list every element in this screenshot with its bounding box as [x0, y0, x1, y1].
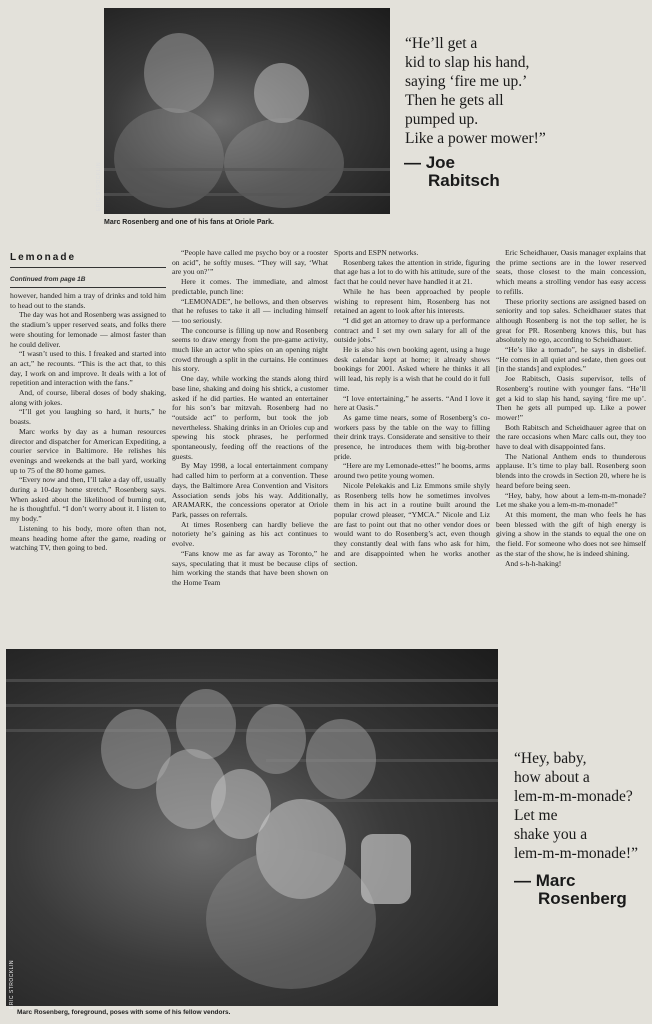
article-paragraph: Both Rabitsch and Scheidhauer agree that on the rare occasions when Marc calls out, they too have to deal with disappointed fans. [496, 422, 646, 452]
top-quote-attribution [404, 154, 500, 190]
bottom-photo-credit: ERIC STROCKLIN [9, 960, 15, 1009]
article-paragraph: however, handed him a tray of drinks and told him to head out to the stands. [10, 291, 166, 310]
quote-line: Then he gets all [405, 92, 504, 109]
continued-rule [10, 287, 166, 288]
continued-from: Continued from page 1B [10, 276, 86, 283]
section-title: Lemonade [10, 252, 77, 263]
article-paragraph: By May 1998, a local entertainment company had called him to perform at a convention. These days, the Baltimore Area Convention and Visitors Association sends jobs his way. Additionally, ARAMARK, the concessions operator at Oriole Park, passes on referrals. [172, 461, 328, 519]
quote-line: Let me [514, 807, 558, 824]
attribution-line: Rabitsch [428, 171, 500, 190]
quote-line: lem-m-m-monade!” [514, 845, 638, 862]
quote-line: saying ‘fire me up.’ [405, 73, 528, 90]
article-column-4 [496, 248, 646, 568]
article-paragraph: As game time nears, some of Rosenberg’s co-workers pass by the table on the way to filling their drink trays. Considerate and sensitive to their presence, he introduces them with big-brother pride. [334, 412, 490, 461]
article-paragraph: “I wasn’t used to this. I freaked and started into an act,” he recounts. “This is the act that, to this day, I work on and improve. It deals with a lot of repetition and interaction with the fans.” [10, 349, 166, 388]
article-paragraph: The concourse is filling up now and Rosenberg seems to draw energy from the pre-game activity, much like an actor who spies on an opening night crowd through a split in the curtains. He continues his story. [172, 325, 328, 374]
article-paragraph: Listening to his body, more often than not, means heading home after the game, reading or watching TV, then going to bed. [10, 523, 166, 553]
article-paragraph: He is also his own booking agent, using a huge desk calendar kept at home; it already shows bookings for 2001. Asked where he thinks it all will lead, his reply is a wish that he could do it full time. [334, 345, 490, 393]
bottom-quote-attribution [514, 872, 627, 908]
article-paragraph: At this moment, the man who feels he has been blessed with the gift of high energy is giving a show in the stands to equal the one on the field. For someone who does not see himself as the star of the show, he is indeed shining. [496, 509, 646, 558]
quote-line: how about a [514, 769, 590, 786]
article-paragraph: “LEMONADE”, he bellows, and then observes that he refuses to take it all — including himself — too seriously. [172, 296, 328, 325]
section-rule [10, 267, 166, 268]
quote-line: “Hey, baby, [514, 750, 587, 767]
bottom-photo [6, 649, 498, 1006]
article-paragraph: These priority sections are assigned based on seniority and top sales. Scheidhauer states that although Rosenberg is not the top seller, he is great for PR. Rosenberg knows this, but has absolutely no ego, according to Scheidhauer. [496, 296, 646, 345]
quote-line: Like a power mower!” [405, 130, 546, 147]
bottom-photo-caption: Marc Rosenberg, foreground, poses with some of his fellow vendors. [17, 1009, 231, 1016]
article-paragraph: Sports and ESPN networks. [334, 248, 419, 257]
article-paragraph: “I’ll get you laughing so hard, it hurts,” he boasts. [10, 407, 166, 427]
attribution-line: Rosenberg [538, 889, 627, 908]
article-paragraph: At times Rosenberg can hardly believe the notoriety he’s gaining as his act continues to evolve. [172, 519, 328, 549]
article-column-1 [10, 291, 166, 553]
article-paragraph: And s-h-h-haking! [505, 558, 562, 568]
article-paragraph: “Fans know me as far away as Toronto,” he says, speculating that it must be because clips of him working the stands that have been shown on the Home Team [172, 548, 328, 587]
article-paragraph: “Hey, baby, how about a lem-m-m-monade? Let me shake you a lem-m-m-monade!” [496, 490, 646, 510]
article-column-2 [172, 248, 328, 588]
article-paragraph: “I love entertaining,” he asserts. “And I love it here at Oasis.” [334, 393, 490, 413]
article-paragraph: One day, while working the stands along third base line, shaking and doing his shtick, a customer asked if he did parties. He wanted an entertainer for his son’s bar mitzvah. Rosenberg had no “outside act” to perform, but took the job nevertheless. Shaking drinks in an Orioles cup and spewing his stock phrases, he performed spontaneously, feeding off the reactions of the guests. [172, 374, 328, 461]
article-paragraph: Nicole Pelekakis and Liz Emmons smile shyly as Rosenberg tells how he sometimes involves them in his act in a routine built around the popular crowd pleaser, “YMCA.” Nicole and Liz are fast to point out that no other vendor does or would want to do Rosenberg’s act, even though they constantly deal with fans who ask for him, and are disappointed when he works another section. [334, 480, 490, 568]
top-photo [104, 8, 390, 214]
bottom-pull-quote [514, 749, 649, 863]
article-paragraph: The day was hot and Rosenberg was assigned to the stadium’s upper reserved seats, and folks there were shouting for lemonade — almost faster than he could deliver. [10, 310, 166, 349]
quote-line: lem-m-m-monade? [514, 788, 633, 805]
top-photo-credit: ERIC STROCKLIN [96, 162, 102, 211]
article-paragraph: “I did get an attorney to draw up a performance contract and I set my own salary for all of the outside jobs.” [334, 315, 490, 345]
article-paragraph: The National Anthem ends to thunderous applause. It’s time to play ball. Rosenberg soon blends into the crowds in Section 20, where he is heard before being seen. [496, 451, 646, 490]
article-paragraph: And, of course, liberal doses of body shaking, along with jokes. [10, 388, 166, 407]
quote-line: shake you a [514, 826, 588, 843]
article-column-3 [334, 248, 490, 568]
article-paragraph: Rosenberg takes the attention in stride, figuring that age has a lot to do with his attitude, sure of the fact that he could never have handled it at 21. [334, 257, 490, 287]
article-paragraph: Here it comes. The immediate, and almost predictable, punch line: [172, 277, 328, 296]
quote-line: kid to slap his hand, [405, 54, 530, 71]
article-paragraph: “He’s like a tornado”, he says in disbelief. “He comes in all quiet and sedate, then goes out [in the stands] and explodes.” [496, 345, 646, 374]
article-paragraph: “Here are my Lemonade-ettes!” he booms, arms around two petite young women. [334, 461, 490, 481]
top-pull-quote [405, 34, 645, 148]
article-paragraph: Marc works by day as a human resources director and dispatcher for American Expediting, a courier service in Baltimore. He relishes his evenings and weekends at the ball yard, working up to 75 of the 80 home games. [10, 426, 166, 475]
attribution-line: — Marc [514, 871, 576, 890]
article-paragraph: “Every now and then, I’ll take a day off, usually during a 10-day home stretch,” Rosenberg says. When asked about the likelihood of burning out, he is thoughtful. “I don’t worry about it. I listen to my body.” [10, 475, 166, 524]
quote-line: “He’ll get a [405, 35, 478, 52]
quote-line: pumped up. [405, 111, 479, 128]
attribution-line: — Joe [404, 153, 456, 172]
top-photo-caption: Marc Rosenberg and one of his fans at Oriole Park. [104, 219, 274, 226]
article-paragraph: Eric Scheidhauer, Oasis manager explains that the prime sections are in the lower reserved seats, those closest to the main concession, which means a strolling vendor has easy access to refills. [496, 248, 646, 296]
article-paragraph: Joe Rabitsch, Oasis supervisor, tells of Rosenberg’s routine with younger fans. “He’ll get a kid to slap his hand, saying ‘fire me up’. Then he gets all pumped up. Like a power mower!” [496, 374, 646, 422]
article-paragraph: “People have called me psycho boy or a rooster on acid”, he softly muses. “They will say, ‘What are you on?’” [172, 248, 328, 277]
article-paragraph: While he has been approached by people wishing to represent him, Rosenberg has not retained an agent to look after his interests. [334, 286, 490, 316]
